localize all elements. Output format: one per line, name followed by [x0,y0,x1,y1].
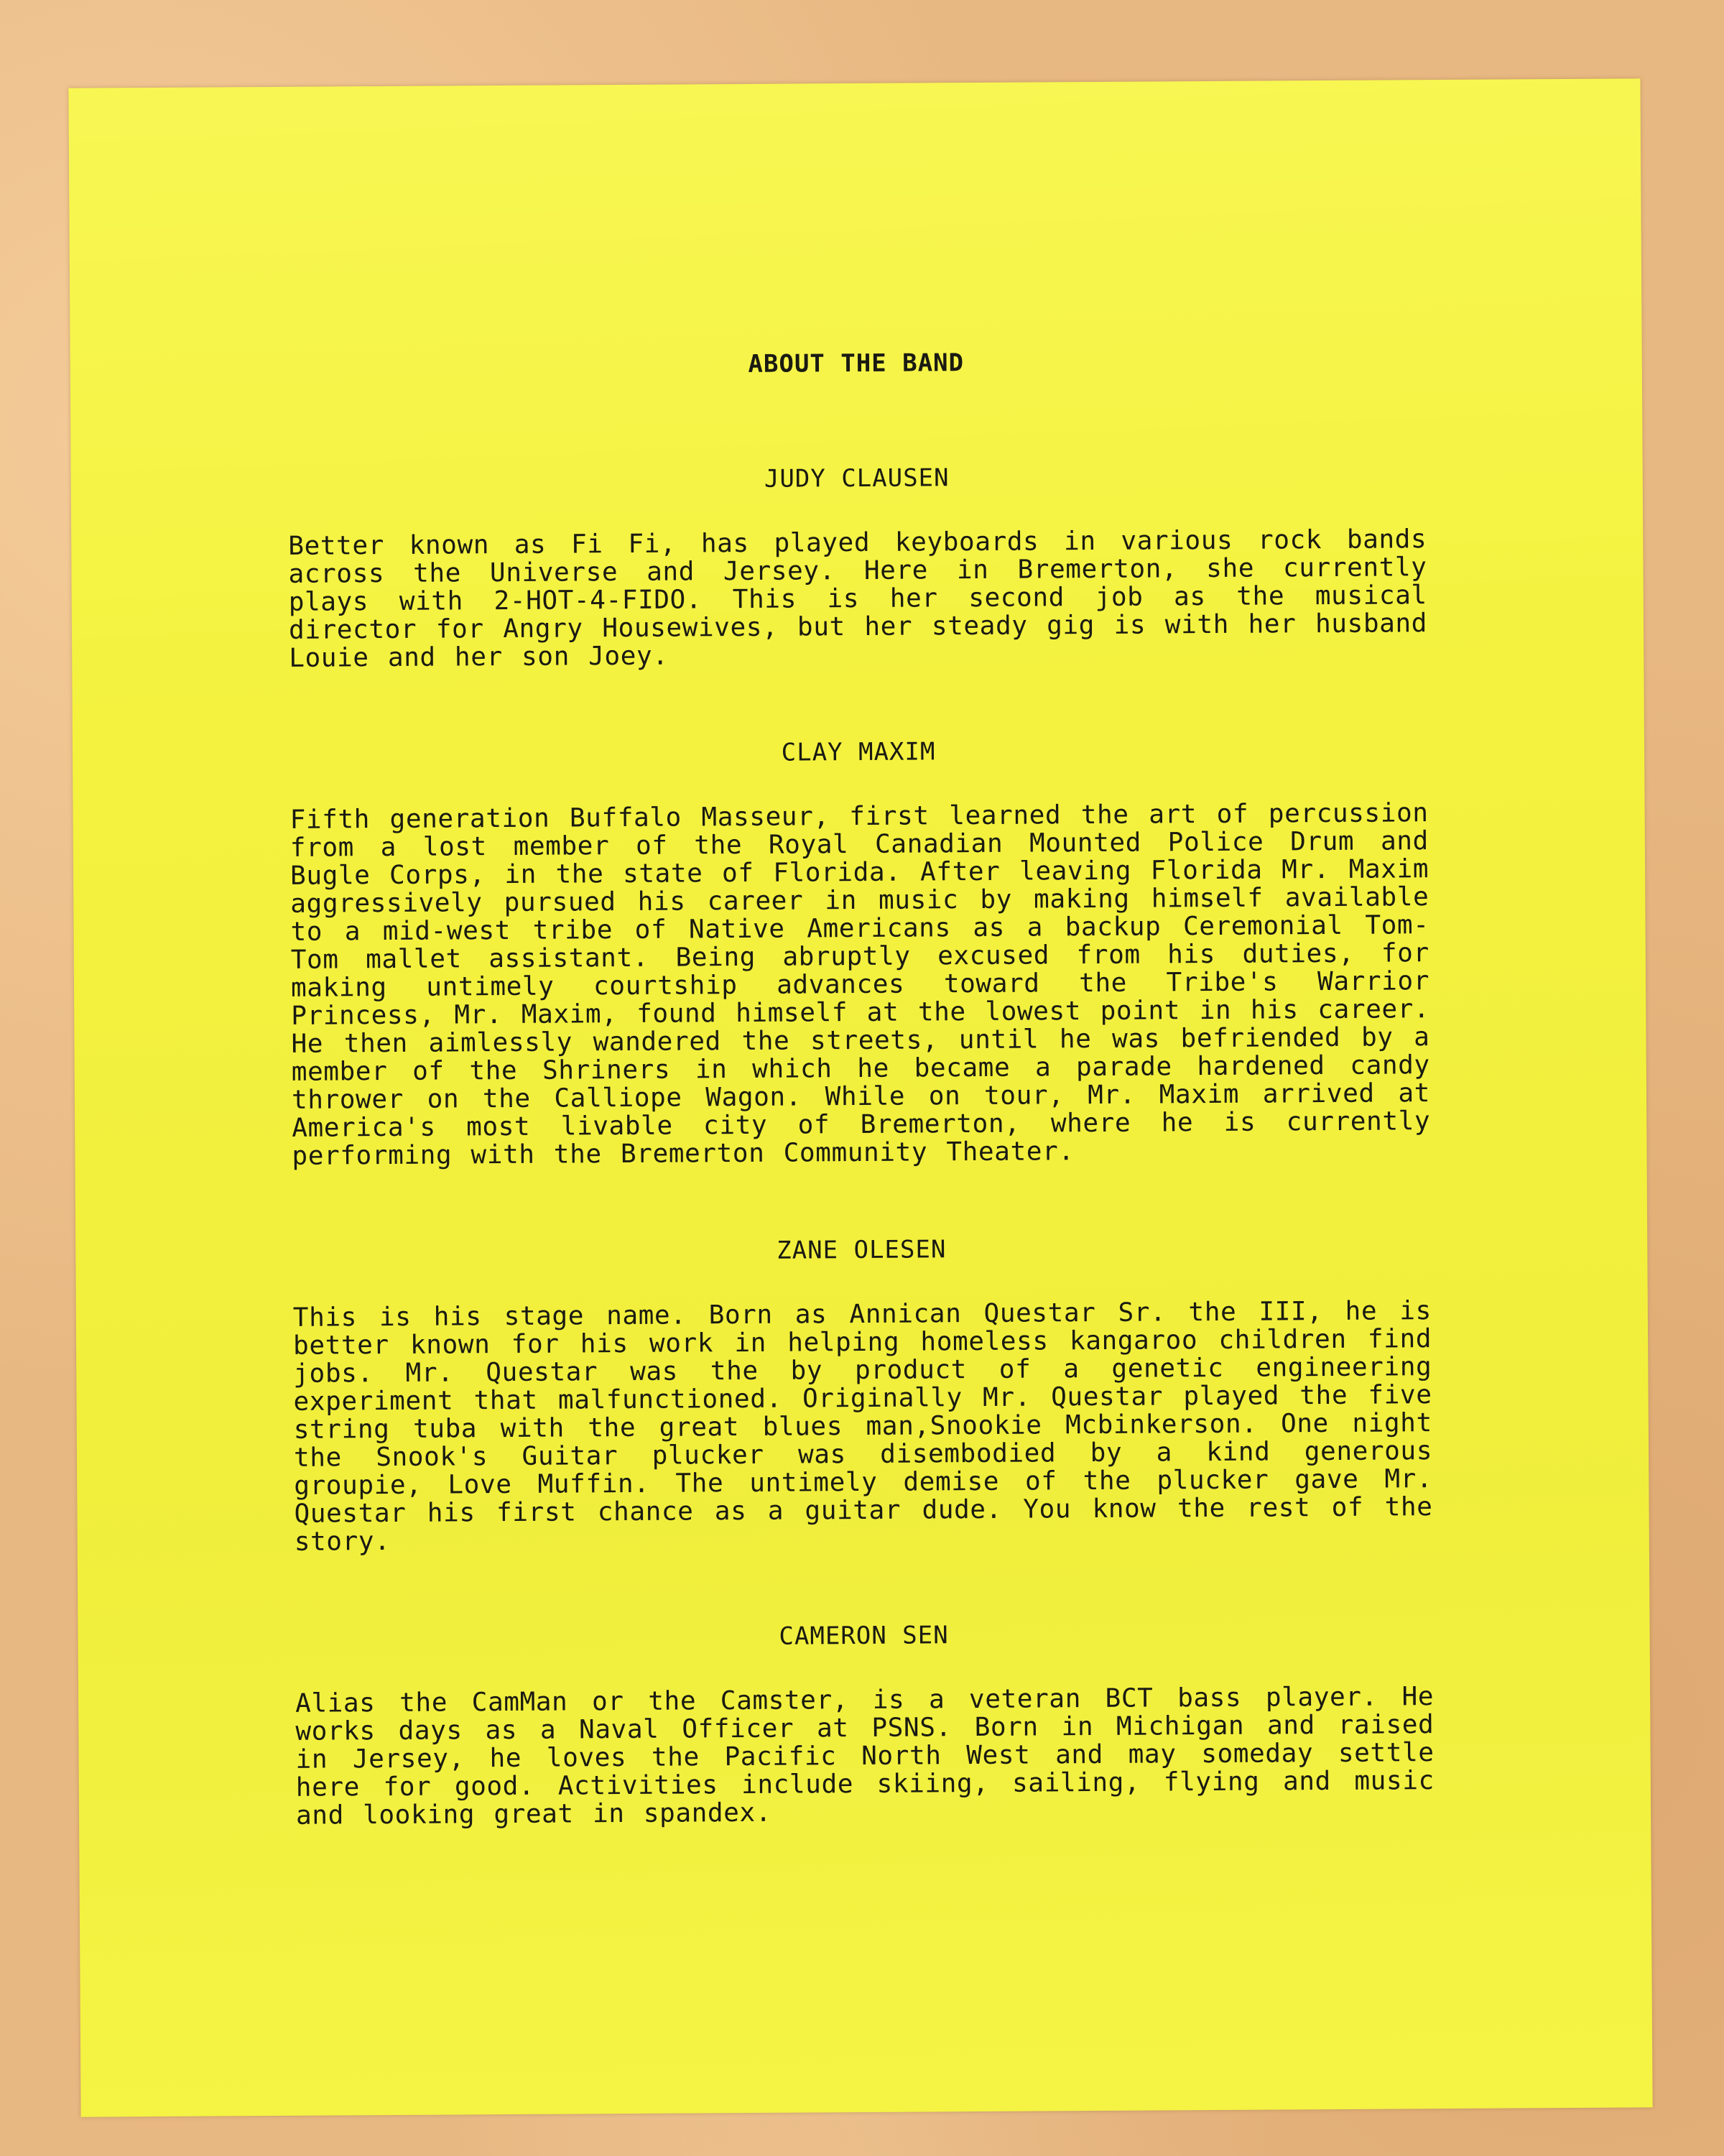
member-section-cameron-sen [78,1616,1651,1831]
member-section-clay-maxim [73,733,1647,1171]
yellow-sheet [68,78,1652,2116]
member-bio: Alias the CamMan or the Camster, is a veteran BCT bass player. He works days as a Naval Officer at PSNS. Born in Michigan and raised in Jersey, he loves the Pacific North West and may someday settle here for good. Activities include skiing, sailing, flying and music and looking great in spandex. [295,1682,1435,1831]
member-section-zane-olesen [75,1231,1649,1557]
member-name: ZANE OLESEN [777,1235,947,1265]
member-bio: Fifth generation Buffalo Masseur, first learned the art of percussion from a lost member of the Royal Canadian Mounted Police Drum and Bugle Corps, in the state of Florida. After leaving Florida Mr. Maxim aggressively pursued his career in music by making himself available to a mid-west tribe of Native Americans as a backup Ceremonial Tom-Tom mallet assistant. Being abruptly excused from his duties, for making untimely courtship advances toward the Tribe's Warrior Princess, Mr. Maxim, found himself at the lowest point in his career. He then aimlessly wandered the streets, until he was befriended by a member of the Shriners in which he became a parade hardened candy thrower on the Calliope Wagon. While on tour, Mr. Maxim arrived at America's most livable city of Bremerton, where he is currently performing with the Bremerton Community Theater. [289,798,1431,1171]
member-section-judy-clausen [71,459,1644,673]
member-bio: Better known as Fi Fi, has played keyboards in various rock bands across the Universe and Jersey. Here in Bremerton, she currently plays with 2-HOT-4-FIDO. This is her second job as the musical director for Angry Housewives, but her steady gig is with her husband Louie and her son Joey. [288,524,1428,673]
member-name: CAMERON SEN [779,1621,949,1651]
member-bio: This is his stage name. Born as Annican Questar Sr. the III, he is better known for his work in helping homeless kangaroo children find jobs. Mr. Questar was the by product of a genetic engineering experiment that malfunctioned. Originally Mr. Questar played the five string tuba with the great blues man,Snookie Mcbinkerson. One night the Snook's Guitar plucker was disembodied by a kind generous groupie, Love Muffin. The untimely demise of the plucker gave Mr. Questar his first chance as a guitar dude. You know the rest of the story. [292,1296,1433,1557]
document-title: ABOUT THE BAND [748,348,965,379]
member-name: CLAY MAXIM [781,737,936,767]
member-name: JUDY CLAUSEN [764,463,950,494]
